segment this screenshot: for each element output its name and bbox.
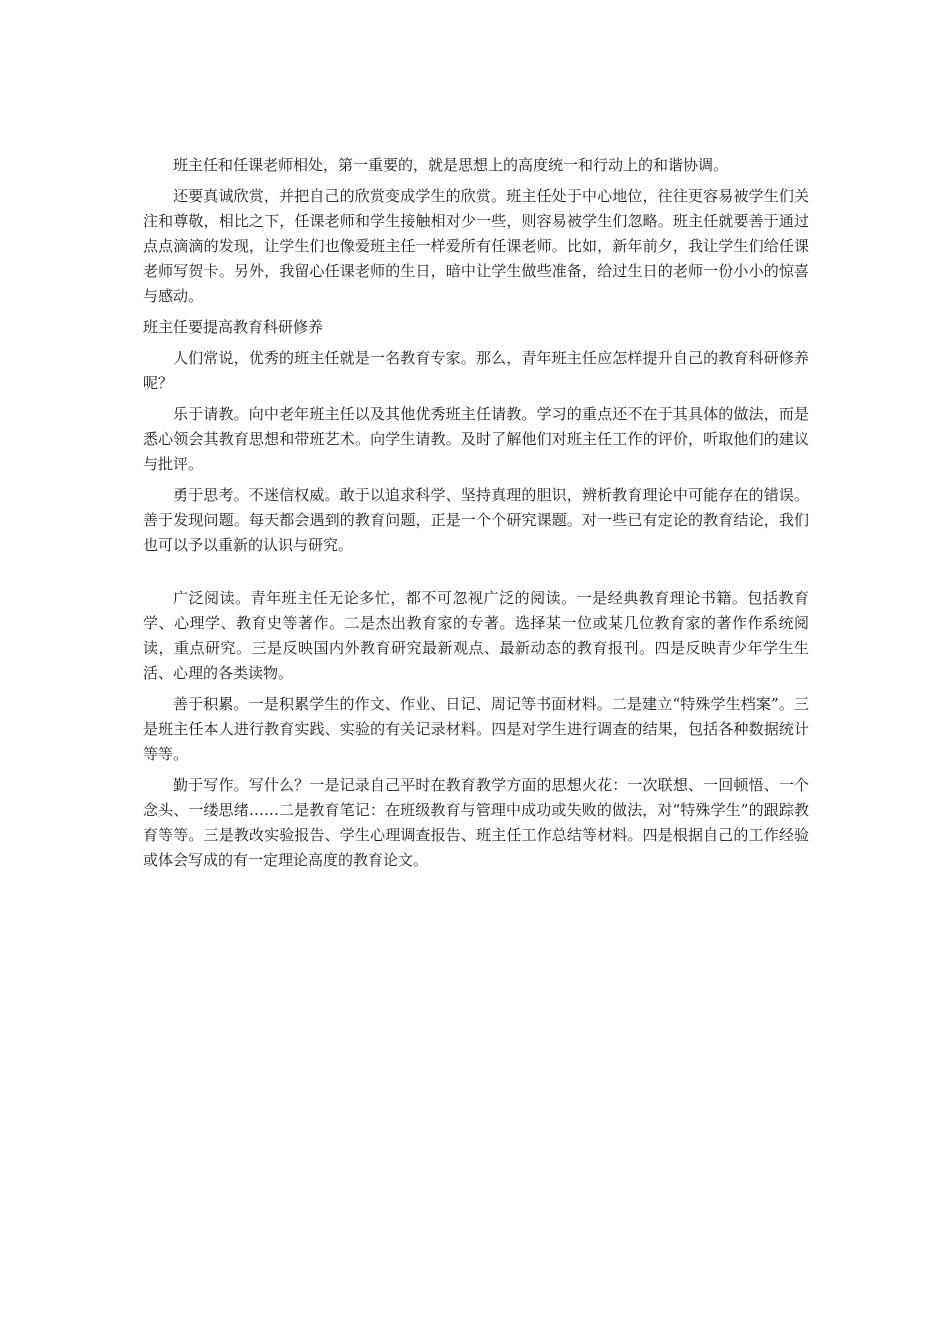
paragraph-write-diligently: 勤于写作。写什么？一是记录自己平时在教育教学方面的思想火花：一次联想、一回顿悟、一个念头、一缕思绪……二是教育笔记：在班级教育与管理中成功或失败的做法，对“特殊学生”的跟踪教育等等。三是教改实验报告、学生心理调查报告、班主任工作总结等材料。四是根据自己的工作经验或体会写成的有一定理论高度的教育论文。 [143,776,809,869]
section-heading: 班主任要提高教育科研修养 [143,318,324,336]
paragraph-gap [143,564,809,586]
paragraph-sincere-appreciation: 还要真诚欣赏，并把自己的欣赏变成学生的欣赏。班主任处于中心地位，往往更容易被学生们关注和尊敬，相比之下，任课老师和学生接触相对少一些，则容易被学生们忽略。班主任就要善于通过点点滴滴的发现，让学生们也像爱班主任一样爱所有任课老师。比如，新年前夕，我让学生们给任课老师写贺卡。另外，我留心任课老师的生日，暗中让学生做些准备，给过生日的老师一份小小的惊喜与感动。 [143,187,809,305]
paragraph-accumulate: 善于积累。一是积累学生的作文、作业、日记、周记等书面材料。二是建立“特殊学生档案”。三是班主任本人进行教育实践、实验的有关记录材料。四是对学生进行调查的结果，包括各种数据统计等等。 [143,695,809,763]
document-body [143,153,809,879]
paragraph-teacher-relations: 班主任和任课老师相处，第一重要的，就是思想上的高度统一和行动上的和谐协调。 [173,156,729,174]
paragraph-ask-for-advice: 乐于请教。向中老年班主任以及其他优秀班主任请教。学习的重点还不在于其具体的做法，而是悉心领会其教育思想和带班艺术。向学生请教。及时了解他们对班主任工作的评价，听取他们的建议与批评。 [143,405,809,473]
paragraph-research-intro: 人们常说，优秀的班主任就是一名教育专家。那么，青年班主任应怎样提升自己的教育科研修养呢？ [143,349,809,392]
paragraph-think-critically: 勇于思考。不迷信权威。敢于以追求科学、坚持真理的胆识，辨析教育理论中可能存在的错误。善于发现问题。每天都会遇到的教育问题，正是一个个研究课题。对一些已有定论的教育结论，我们也可以予以重新的认识与研究。 [143,486,809,554]
paragraph-read-widely: 广泛阅读。青年班主任无论多忙，都不可忽视广泛的阅读。一是经典教育理论书籍。包括教育学、心理学、教育史等著作。二是杰出教育家的专著。选择某一位或某几位教育家的著作作系统阅读，重点研究。三是反映国内外教育研究最新观点、最新动态的教育报刊。四是反映青少年学生生活、心理的各类读物。 [143,589,809,682]
